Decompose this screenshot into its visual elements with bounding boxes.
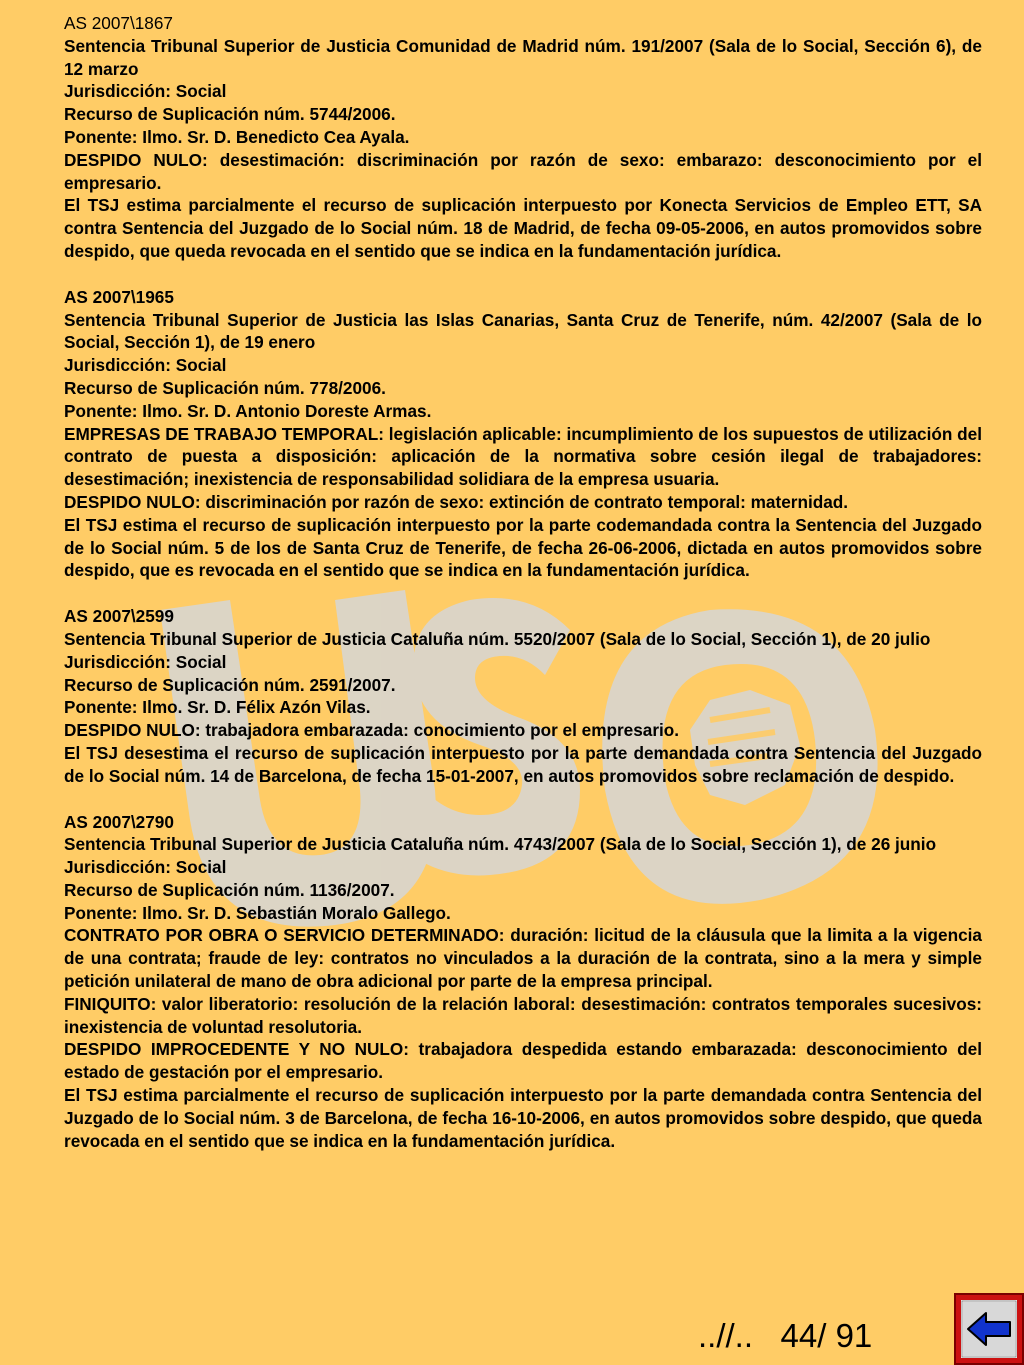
case-summary: DESPIDO NULO: discriminación por razón de sexo: extinción de contrato temporal: maternidad.	[64, 491, 849, 512]
case-judge: Ponente: Ilmo. Sr. D. Félix Azón Vilas.	[64, 697, 371, 718]
case-entry-3	[64, 605, 982, 787]
page-footer	[698, 1316, 872, 1356]
case-reference: AS 2007\2599	[64, 606, 174, 627]
case-court: Sentencia Tribunal Superior de Justicia Comunidad de Madrid núm. 191/2007 (Sala de lo Social, Sección 6), de 12 marzo	[64, 35, 982, 79]
case-ruling: El TSJ estima el recurso de suplicación interpuesto por la parte codemandada contra la Sentencia del Juzgado de lo Social núm. 5 de los de Santa Cruz de Tenerife, de fecha 26-06-2006, dictada en autos promovidos sobre despido, que es revocada en el sentido que se indica en la fundamentación jurídica.	[64, 514, 982, 581]
case-reference: AS 2007\1867	[64, 13, 173, 33]
case-summary: DESPIDO IMPROCEDENTE Y NO NULO: trabajadora despedida estando embarazada: desconocimiento del estado de gestación por el empresario.	[64, 1039, 982, 1083]
case-appeal-number: Recurso de Suplicación núm. 778/2006.	[64, 377, 386, 398]
case-summary: DESPIDO NULO: desestimación: discriminación por razón de sexo: embarazo: desconocimiento por el empresario.	[64, 149, 982, 193]
case-summary: CONTRATO POR OBRA O SERVICIO DETERMINADO: duración: licitud de la cláusula que la limita a la vigencia de una contrata; fraude de ley: contratos no vinculados a la duración de la contrata, sino a la mera y simple petición unilateral de mano de obra adicional por parte de la empresa principal.	[64, 925, 982, 992]
case-ruling: El TSJ estima parcialmente el recurso de suplicación interpuesto por la parte demandada contra Sentencia del Juzgado de lo Social núm. 3 de Barcelona, de fecha 16-10-2006, en autos promovidos sobre despido, que queda revocada en el sentido que se indica en la fundamentación jurídica.	[64, 1085, 982, 1151]
case-jurisdiction: Jurisdicción: Social	[64, 81, 227, 102]
case-appeal-number: Recurso de Suplicación núm. 1136/2007.	[64, 879, 395, 900]
case-appeal-number: Recurso de Suplicación núm. 5744/2006.	[64, 104, 396, 125]
case-judge: Ponente: Ilmo. Sr. D. Benedicto Cea Ayala.	[64, 126, 410, 147]
case-summary: EMPRESAS DE TRABAJO TEMPORAL: legislación aplicable: incumplimiento de los supuestos de utilización del contrato de puesta a disposición: aplicación de la normativa sobre cesión ilegal de trabajadores: desestimación; inexistencia de responsabilidad solidiara de la empresa usuaria.	[64, 423, 982, 490]
case-entry-2	[64, 286, 982, 582]
case-reference: AS 2007\1965	[64, 286, 174, 307]
continuation-marker: ..//..	[698, 1317, 754, 1354]
case-jurisdiction: Jurisdicción: Social	[64, 651, 227, 672]
document-body	[64, 12, 982, 1175]
case-appeal-number: Recurso de Suplicación núm. 2591/2007.	[64, 674, 396, 695]
case-jurisdiction: Jurisdicción: Social	[64, 355, 227, 376]
case-summary: FINIQUITO: valor liberatorio: resolución de la relación laboral: desestimación: contratos temporales sucesivos: inexistencia de voluntad resolutoria.	[64, 993, 982, 1037]
case-jurisdiction: Jurisdicción: Social	[64, 857, 227, 878]
page-number: 44/ 91	[780, 1317, 873, 1354]
case-ruling: El TSJ desestima el recurso de suplicación interpuesto por la parte demandada contra Sentencia del Juzgado de lo Social núm. 14 de Barcelona, de fecha 15-01-2007, en autos promovidos sobre reclamación de despido.	[64, 742, 982, 786]
case-summary: DESPIDO NULO: trabajadora embarazada: conocimiento por el empresario.	[64, 720, 680, 741]
case-court: Sentencia Tribunal Superior de Justicia Cataluña núm. 5520/2007 (Sala de lo Social, Sección 1), de 20 julio	[64, 628, 931, 649]
case-judge: Ponente: Ilmo. Sr. D. Sebastián Moralo Gallego.	[64, 902, 451, 923]
back-button[interactable]	[954, 1293, 1024, 1365]
case-court: Sentencia Tribunal Superior de Justicia Cataluña núm. 4743/2007 (Sala de lo Social, Sección 1), de 26 junio	[64, 834, 937, 855]
case-judge: Ponente: Ilmo. Sr. D. Antonio Doreste Armas.	[64, 400, 432, 421]
case-reference: AS 2007\2790	[64, 811, 174, 832]
case-ruling: El TSJ estima parcialmente el recurso de suplicación interpuesto por Konecta Servicios de Empleo ETT, SA contra Sentencia del Juzgado de lo Social núm. 18 de Madrid, de fecha 09-05-2006, en autos promovidos sobre despido, que queda revocada en el sentido que se indica en la fundamentación jurídica.	[64, 195, 982, 261]
case-court: Sentencia Tribunal Superior de Justicia las Islas Canarias, Santa Cruz de Tenerife, núm. 42/2007 (Sala de lo Social, Sección 1), de 19 enero	[64, 309, 982, 353]
case-entry-1	[64, 12, 982, 263]
case-entry-4	[64, 811, 982, 1153]
